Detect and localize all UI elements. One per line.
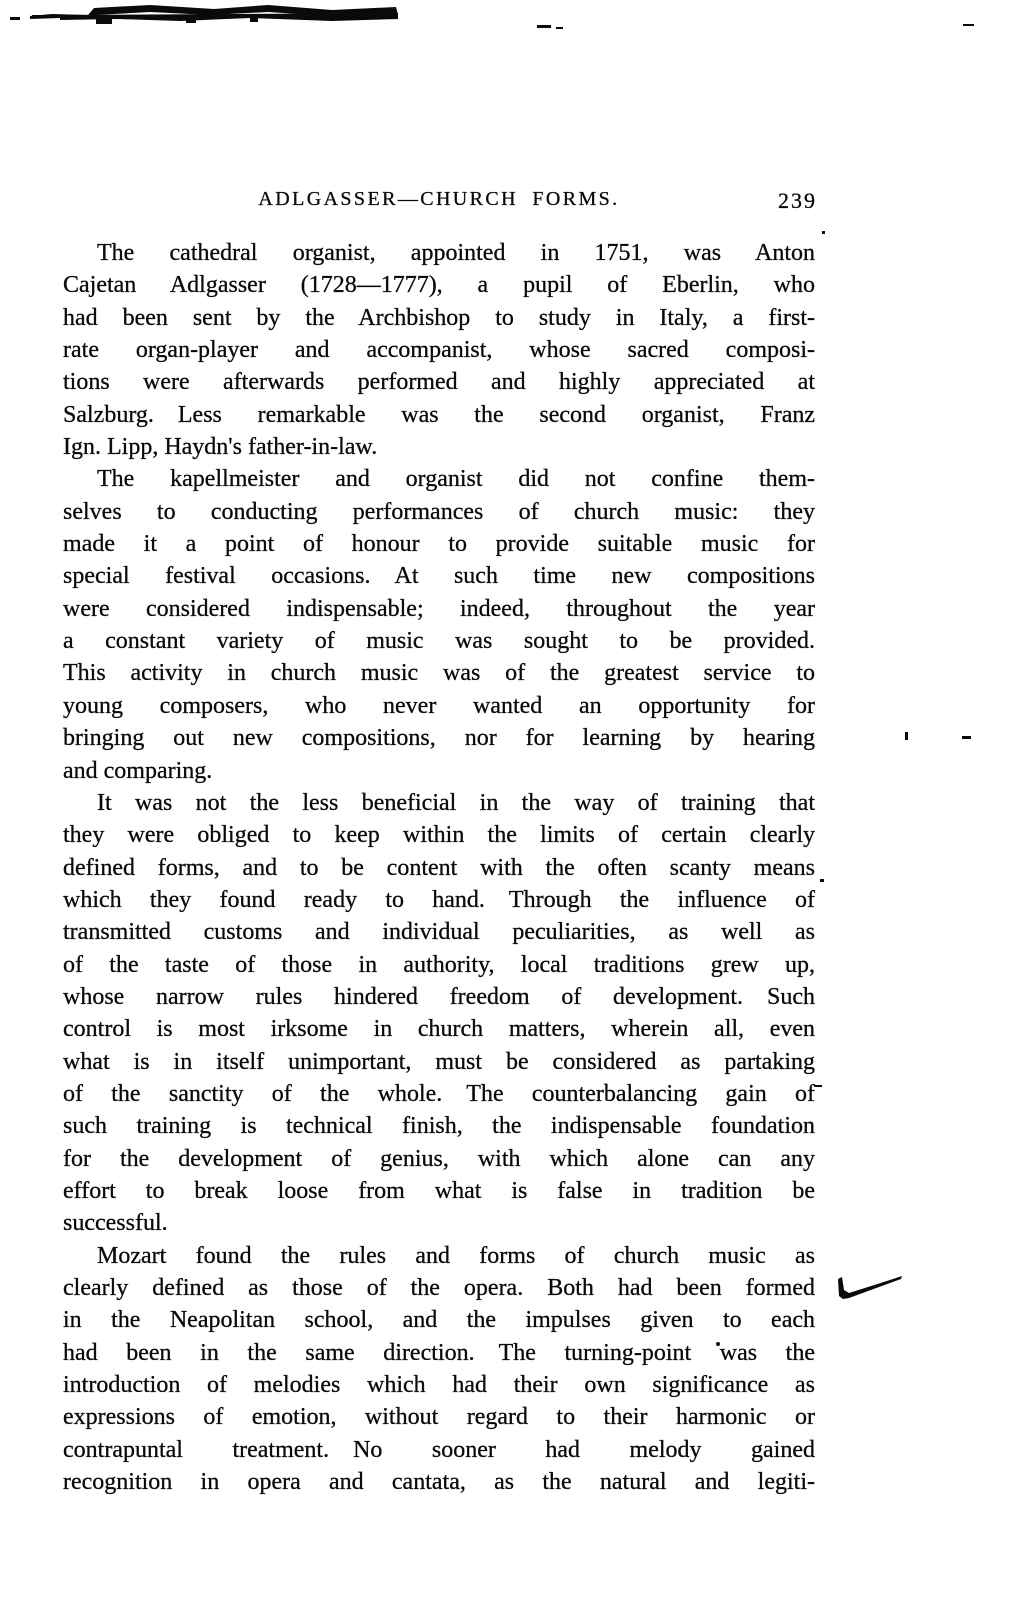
scan-speck	[556, 27, 563, 29]
text-line: bringing out new compositions, nor for learning by hearing	[63, 725, 815, 752]
paragraph-2	[63, 463, 815, 786]
text-line: had been sent by the Archbishop to study in Italy, a first-	[63, 304, 815, 331]
scan-speck	[905, 732, 908, 740]
text-line: It was not the less beneficial in the way of training that	[97, 789, 815, 816]
text-line: whose narrow rules hindered freedom of development. Such	[63, 983, 815, 1010]
paragraph-3	[63, 787, 815, 1240]
scan-edge-band	[0, 0, 420, 30]
text-line: special festival occasions. At such time new compositions	[63, 563, 815, 590]
text-line: and comparing.	[63, 757, 213, 784]
text-line: Mozart found the rules and forms of church music as	[97, 1242, 815, 1269]
text-line: selves to conducting performances of church music: they	[63, 498, 815, 525]
text-line: Salzburg. Less remarkable was the second organist, Franz	[63, 401, 815, 428]
scan-speck	[537, 25, 551, 28]
text-line: made it a point of honour to provide suitable music for	[63, 531, 815, 558]
text-line: clearly defined as those of the opera. Both had been formed	[63, 1275, 815, 1301]
text-line: young composers, who never wanted an opportunity for	[63, 692, 815, 719]
text-line: such training is technical finish, the indispensable foundation	[63, 1113, 815, 1140]
scan-speck	[963, 24, 974, 26]
text-line: recognition in opera and cantata, as the natural and legiti-	[63, 1469, 815, 1496]
text-line: a constant variety of music was sought to be provided.	[63, 628, 815, 655]
text-line: for the development of genius, with which alone can any	[63, 1145, 815, 1172]
text-line: of the taste of those in authority, local traditions grew up,	[63, 951, 815, 978]
text-line: control is most irksome in church matters, wherein all, even	[63, 1016, 815, 1043]
text-line: The kapellmeister and organist did not confine them-	[97, 466, 815, 493]
text-line: effort to break loose from what is false in tradition be	[63, 1177, 815, 1204]
running-head-title: ADLGASSER—CHURCH FORMS.	[258, 188, 620, 210]
text-line: had been in the same direction. The turning-point was the	[63, 1339, 815, 1366]
text-line: The cathedral organist, appointed in 1751, was Anton	[97, 240, 815, 266]
text-line: Ign. Lipp, Haydn's father-in-law.	[63, 434, 378, 461]
text-line: of the sanctity of the whole. The counterbalancing gain of	[63, 1080, 815, 1107]
text-line: This activity in church music was of the greatest service to	[63, 660, 815, 687]
body-text-block	[63, 237, 815, 1498]
page-number: 239	[778, 188, 817, 213]
paragraph-4	[63, 1240, 815, 1499]
text-line: Cajetan Adlgasser (1728—1777), a pupil of Eberlin, who	[63, 272, 815, 299]
scan-speck	[820, 879, 824, 882]
scan-speck	[962, 736, 971, 739]
text-line: what is in itself unimportant, must be considered as partaking	[63, 1048, 815, 1075]
text-line: transmitted customs and individual peculiarities, as well as	[63, 919, 815, 946]
text-line: tions were afterwards performed and highly appreciated at	[63, 369, 815, 396]
paragraph-1	[63, 237, 815, 463]
text-line: in the Neapolitan school, and the impulses given to each	[63, 1307, 815, 1334]
text-line: contrapuntal treatment. No sooner had melody gained	[63, 1436, 815, 1463]
page-header	[63, 188, 815, 220]
text-line: rate organ-player and accompanist, whose sacred composi-	[63, 337, 815, 364]
text-line: which they found ready to hand. Through the influence of	[63, 886, 815, 913]
scan-speck	[815, 1085, 822, 1087]
scan-speck	[822, 231, 825, 234]
text-line: introduction of melodies which had their own significance as	[63, 1372, 815, 1399]
text-line: they were obliged to keep within the limits of certain clearly	[63, 822, 815, 849]
text-line: expressions of emotion, without regard to their harmonic or	[63, 1404, 815, 1431]
text-line: successful.	[63, 1210, 168, 1237]
handwritten-checkmark-icon	[835, 1266, 907, 1302]
text-line: were considered indispensable; indeed, throughout the year	[63, 595, 815, 622]
text-line: defined forms, and to be content with the often scanty means	[63, 854, 815, 881]
